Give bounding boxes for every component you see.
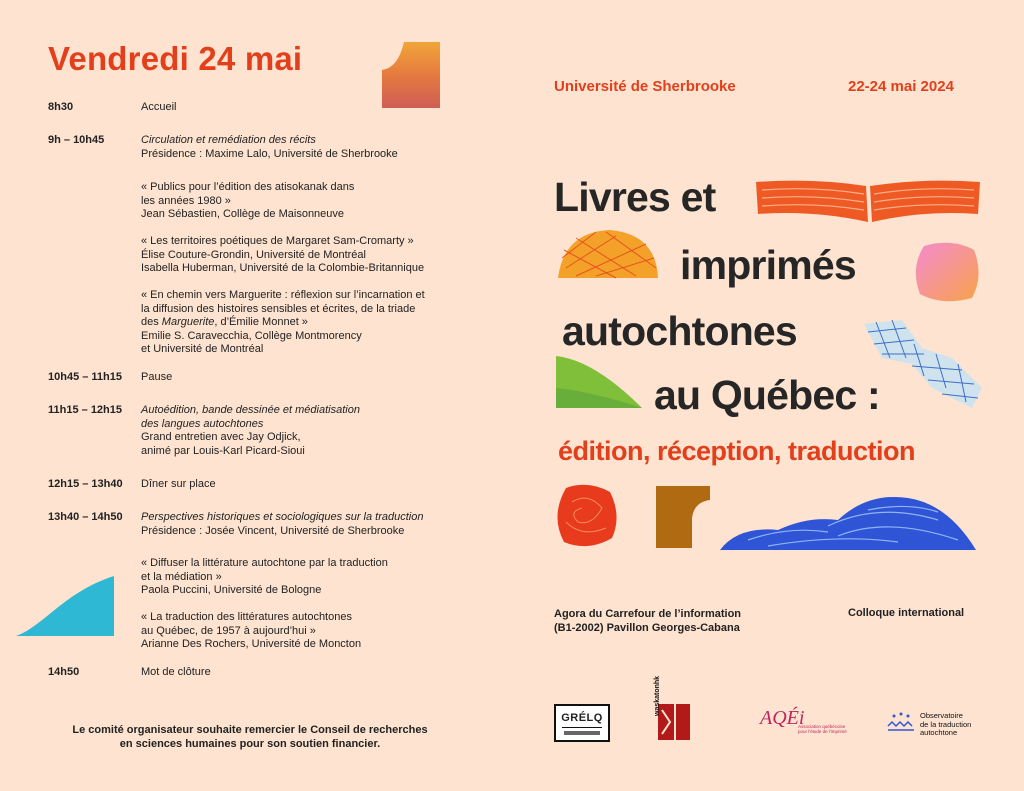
schedule-line: Emilie S. Caravecchia, Collège Montmorency	[141, 329, 362, 342]
waskatonhk-logo-text: waskatonhk	[654, 675, 661, 716]
blue-wave-decoration	[718, 490, 978, 552]
yellow-dome-decoration	[556, 228, 660, 280]
acknowledgement-text	[40, 723, 460, 751]
schedule-line: « Diffuser la littérature autochtone par la traduction	[141, 557, 388, 569]
open-book-icon	[754, 180, 982, 224]
observatoire-logo	[886, 708, 986, 742]
title-line-2: imprimés	[680, 242, 856, 288]
schedule-line: Pause	[141, 371, 173, 383]
schedule-time: 10h45 – 11h15	[48, 371, 123, 383]
event-dates: 22-24 mai 2024	[848, 78, 954, 95]
waskatonhk-mark-icon	[654, 700, 708, 744]
aqei-logo	[760, 708, 852, 740]
subtitle: édition, réception, traduction	[558, 436, 916, 466]
schedule-line: Isabella Huberman, Université de la Colombie-Britannique	[141, 262, 425, 274]
schedule-details	[141, 666, 511, 680]
schedule-line: animé par Louis-Karl Picard-Sioui	[141, 444, 305, 457]
schedule-line	[141, 316, 511, 330]
aqei-logo-text: AQÉi	[760, 707, 805, 729]
schedule-details	[141, 289, 511, 357]
schedule-line: « Les territoires poétiques de Margaret Sam-Cromarty »	[141, 235, 414, 247]
schedule-line: Mot de clôture	[141, 666, 211, 678]
schedule-line: les années 1980 »	[141, 194, 231, 207]
schedule-line: au Québec, de 1957 à aujourd’hui »	[141, 624, 316, 637]
pink-blob-decoration	[912, 240, 984, 304]
university-name: Université de Sherbrooke	[554, 78, 736, 95]
schedule-line: Accueil	[141, 101, 177, 113]
acknowledgement-line: en sciences humaines pour son soutien financier.	[119, 738, 381, 750]
schedule-time: 8h30	[48, 101, 74, 113]
title-line-1: Livres et	[554, 174, 716, 220]
schedule-time: 12h15 – 13h40	[48, 478, 123, 490]
schedule-line: Circulation et remédiation des récits	[141, 134, 316, 146]
schedule-line-part: des	[141, 316, 162, 328]
schedule-line: Présidence : Josée Vincent, Université de Sherbrooke	[141, 524, 405, 537]
acknowledgement-line: Le comité organisateur souhaite remercier le Conseil de recherches	[72, 724, 428, 736]
schedule-details	[141, 611, 511, 652]
schedule-details	[141, 478, 511, 492]
schedule-details	[141, 557, 511, 598]
waskatonhk-logo	[654, 675, 708, 744]
grid-zigzag-decoration	[862, 318, 984, 410]
schedule-time: 13h40 – 14h50	[48, 511, 123, 523]
schedule-details	[141, 235, 511, 276]
schedule-details	[141, 181, 511, 222]
red-circle-decoration	[552, 482, 622, 550]
schedule-details	[141, 371, 511, 385]
grelq-logo-text: GRÉLQ	[561, 712, 603, 724]
observatoire-logo-text	[920, 712, 971, 738]
aqei-logo-subtext: Association québécoise pour l'étude de l'imprimé	[798, 724, 847, 734]
venue-address	[554, 607, 741, 635]
schedule-line: des langues autochtones	[141, 417, 264, 430]
schedule-details	[141, 134, 511, 161]
schedule-details	[141, 511, 511, 538]
schedule-line: Paola Puccini, Université de Bologne	[141, 584, 322, 596]
schedule-line: Présidence : Maxime Lalo, Université de Sherbrooke	[141, 147, 398, 160]
schedule-line: Jean Sébastien, Collège de Maisonneuve	[141, 208, 345, 220]
schedule-line: Autoédition, bande dessinée et médiatisation	[141, 404, 360, 416]
grelq-logo	[554, 704, 610, 742]
title-line-3: autochtones	[562, 308, 797, 354]
schedule-line: Grand entretien avec Jay Odjick,	[141, 431, 301, 443]
schedule-line: la diffusion des histoires sensibles et écrites, de la triade	[141, 302, 416, 315]
schedule-time: 14h50	[48, 666, 80, 678]
observatoire-mark-icon	[886, 712, 916, 734]
schedule-line: Perspectives historiques et sociologiques sur la traduction	[141, 511, 424, 523]
venue-line: Agora du Carrefour de l’information	[554, 608, 742, 620]
observatoire-text-line: autochtone	[920, 728, 958, 737]
event-type: Colloque international	[848, 607, 965, 619]
schedule-time: 9h – 10h45	[48, 134, 105, 146]
day-title: Vendredi 24 mai	[48, 40, 303, 77]
observatoire-text-line: Observatoire	[920, 711, 963, 720]
schedule-line-part: , d’Émilie Monnet »	[214, 316, 308, 328]
green-hill-decoration	[554, 352, 644, 410]
schedule-line: « La traduction des littératures autochtones	[141, 611, 352, 623]
schedule-line: Dîner sur place	[141, 478, 216, 490]
schedule-line: Élise Couture-Grondin, Université de Montréal	[141, 248, 366, 261]
schedule-line: Arianne Des Rochers, Université de Moncton	[141, 638, 362, 650]
schedule-line-part: Marguerite	[161, 316, 215, 328]
title-line-4: au Québec :	[654, 372, 880, 418]
brown-shape-decoration	[654, 484, 712, 550]
teal-hill-decoration	[14, 574, 116, 638]
schedule-line: et Université de Montréal	[141, 343, 264, 355]
schedule-time: 11h15 – 12h15	[48, 404, 123, 416]
schedule-details	[141, 404, 511, 458]
schedule-line: et la médiation »	[141, 570, 222, 583]
observatoire-text-line: de la traduction	[920, 719, 972, 729]
schedule-details	[141, 101, 511, 115]
schedule-line: « Publics pour l’édition des atisokanak dans	[141, 181, 355, 193]
schedule-line: « En chemin vers Marguerite : réflexion sur l’incarnation et	[141, 289, 425, 301]
venue-line: (B1-2002) Pavillon Georges-Cabana	[554, 622, 740, 634]
orange-shape-decoration	[380, 40, 442, 110]
